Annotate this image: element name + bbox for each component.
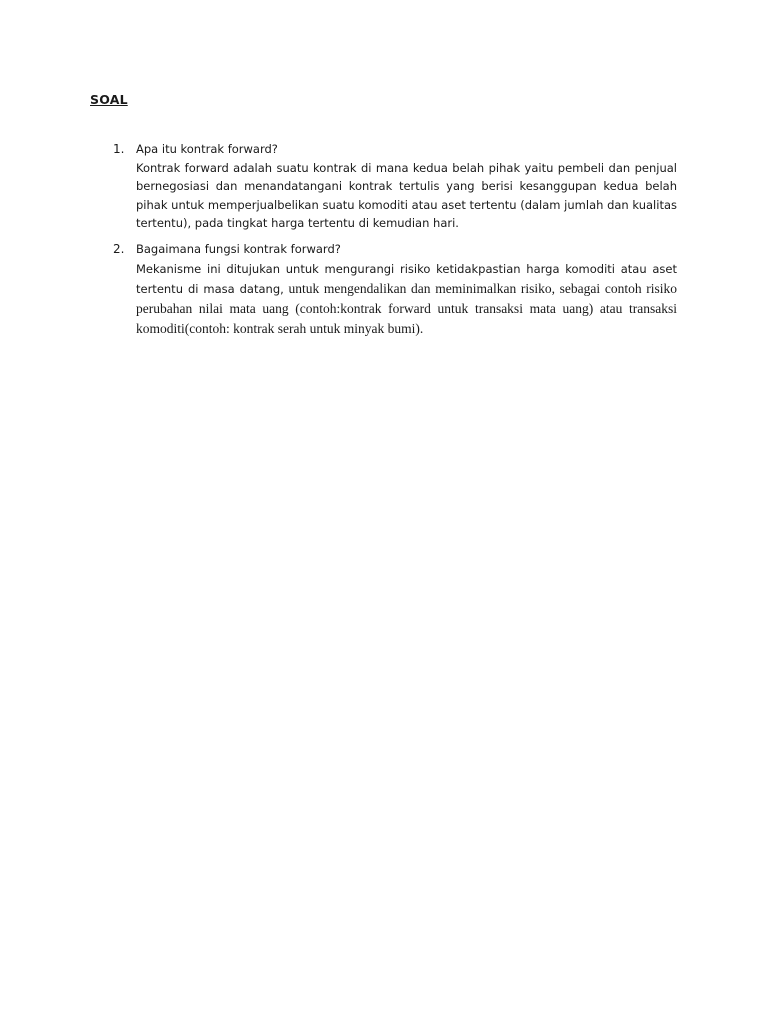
document-title: SOAL xyxy=(90,92,128,107)
item-number: 1. xyxy=(113,142,125,156)
item-body xyxy=(136,140,677,233)
item-body xyxy=(136,240,677,339)
answer-text-sans: Mekanisme ini ditujukan untuk mengurangi risiko ketidakpastian harga komoditi atau aset tertentu di masa datang, xyxy=(136,261,677,296)
question-text: Apa itu kontrak forward? xyxy=(136,142,278,156)
item-number: 2. xyxy=(113,242,125,256)
answer-text-serif: untuk mengendalikan dan meminimalkan risiko, sebagai contoh risiko perubahan nilai mata uang (contoh:kontrak forward untuk transaksi mata uang) atau transaksi komoditi(contoh: kontrak serah untuk minyak bumi). xyxy=(136,280,677,336)
question-text: Bagaimana fungsi kontrak forward? xyxy=(136,242,341,256)
answer-text: Kontrak forward adalah suatu kontrak di mana kedua belah pihak yaitu pembeli dan penjual bernegosiasi dan menandatangani kontrak tertulis yang berisi kesanggupan kedua belah pihak untuk memperjualbelikan suatu komoditi atau aset tertentu (dalam jumlah dan kualitas tertentu), pada tingkat harga tertentu di kemudian hari. xyxy=(136,160,677,230)
answer-text xyxy=(136,259,677,339)
